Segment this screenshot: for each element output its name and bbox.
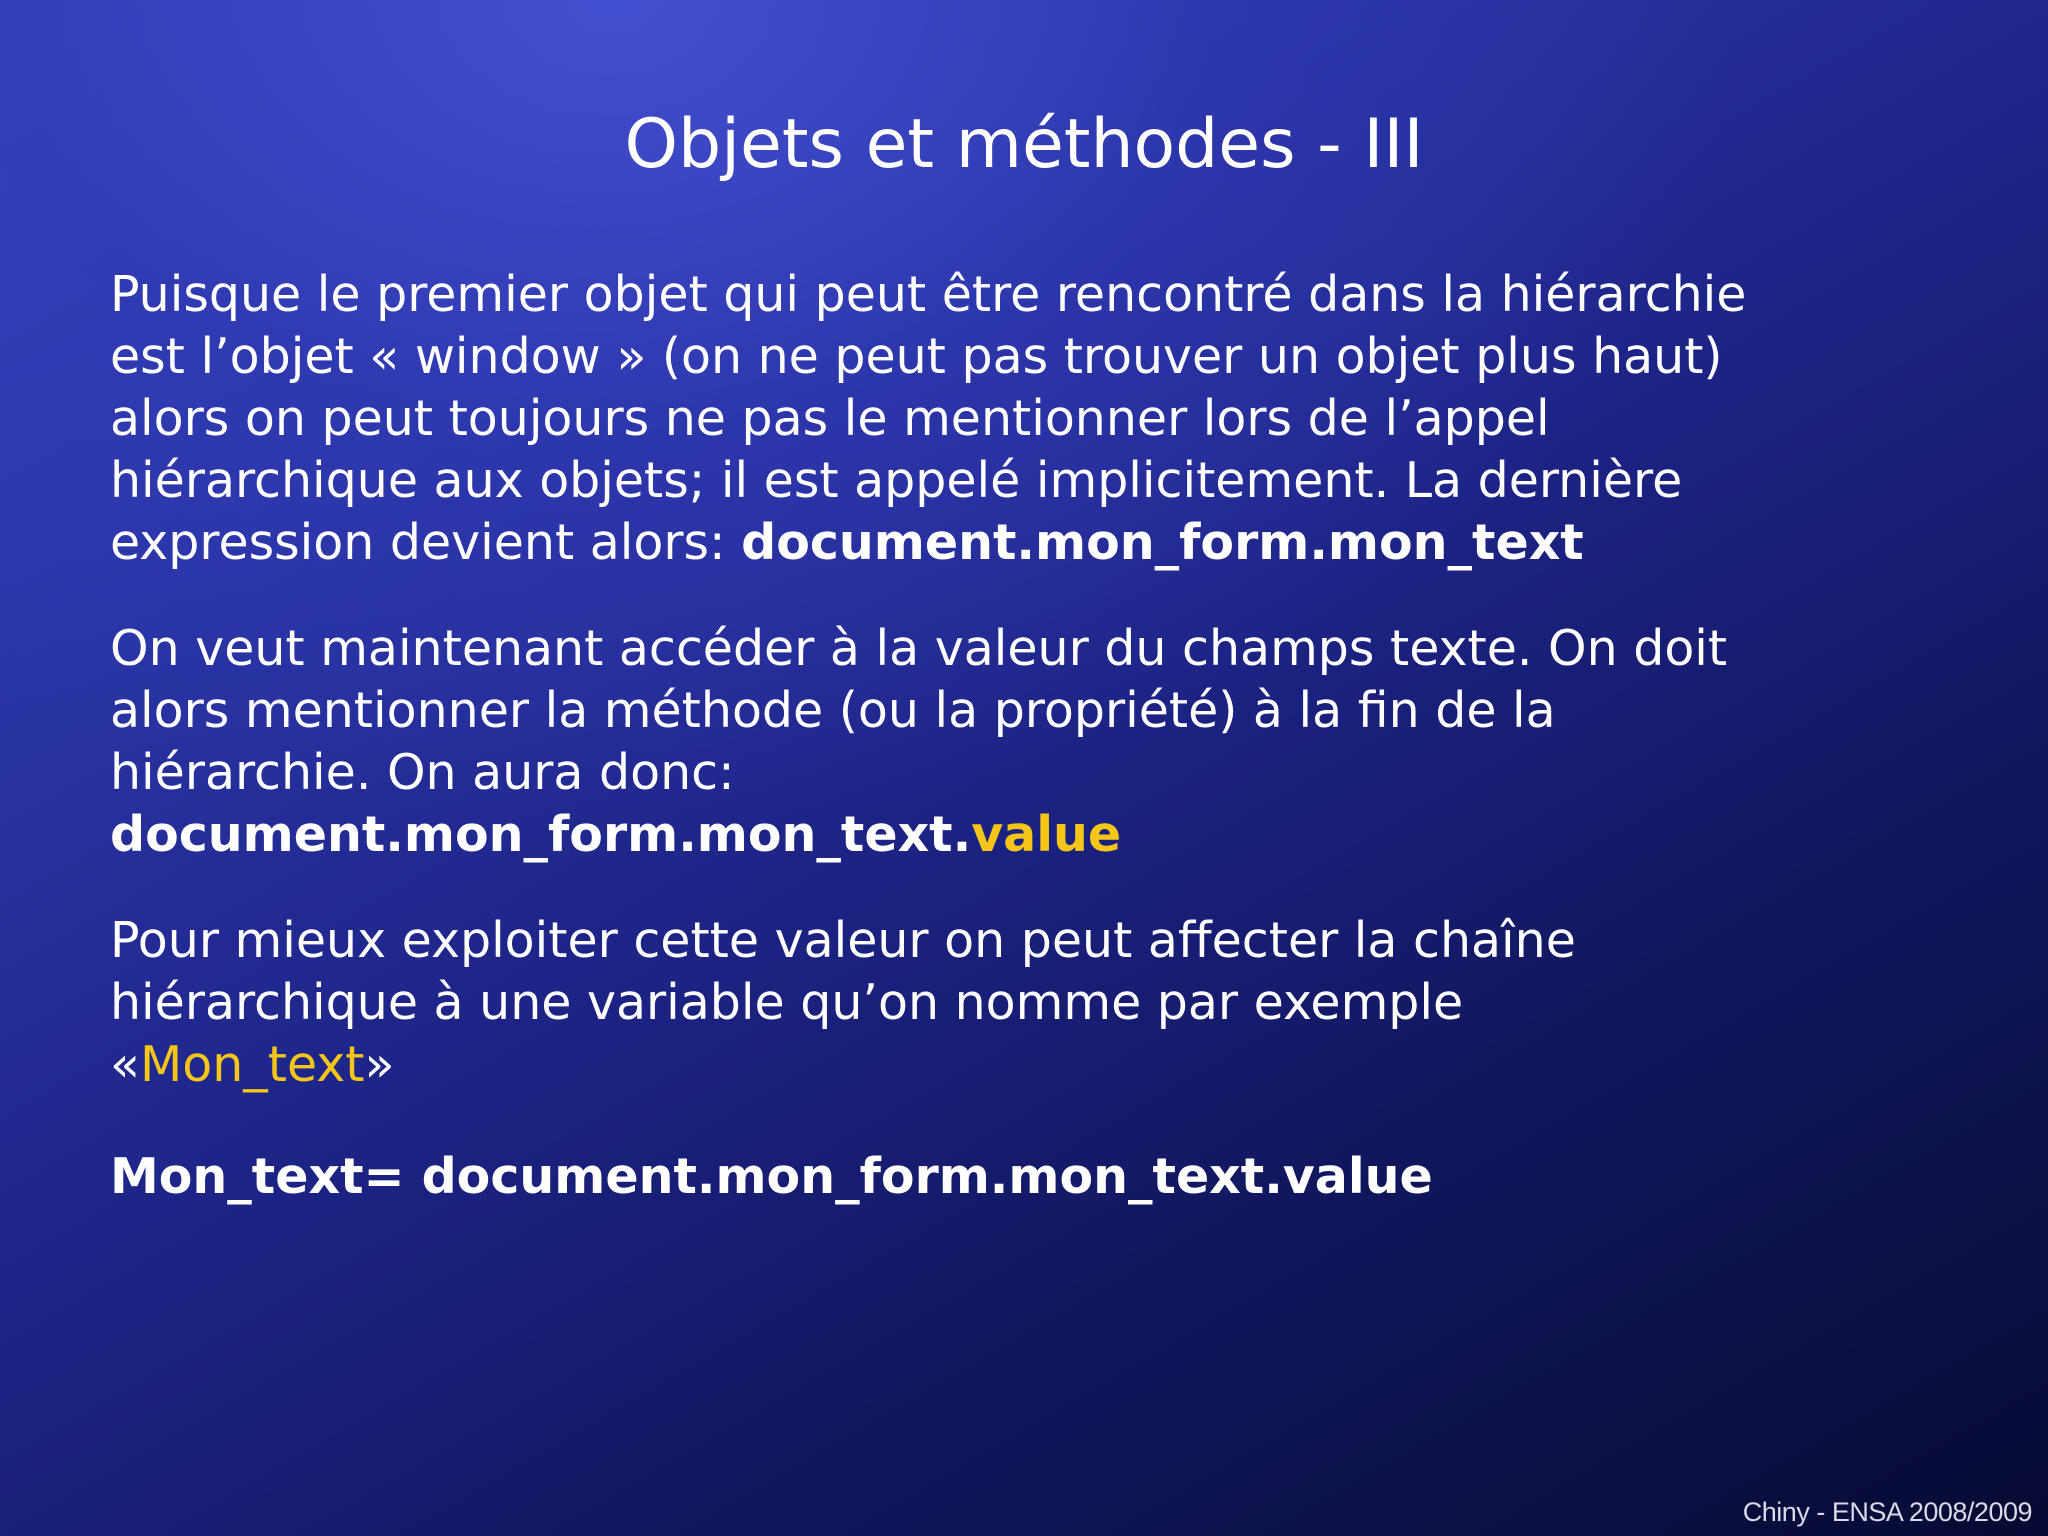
- paragraph-line: hiérarchique à une variable qu’on nomme par exemple: [110, 974, 1464, 1031]
- paragraph-variable-assignment: [110, 910, 1990, 1096]
- paragraph-line: [110, 1034, 1990, 1096]
- paragraph-line: alors on peut toujours ne pas le mentionner lors de l’appel: [110, 390, 1550, 447]
- open-quote: «: [110, 1036, 140, 1093]
- slide-body: [110, 264, 1990, 1208]
- paragraph-line: Pour mieux exploiter cette valeur on peut affecter la chaîne: [110, 912, 1576, 969]
- paragraph-window-object: [110, 264, 1990, 574]
- paragraph-text: expression devient alors:: [110, 514, 742, 571]
- paragraph-line: hiérarchie. On aura donc:: [110, 744, 735, 801]
- close-quote: »: [364, 1036, 395, 1093]
- code-expression-line: [110, 804, 1990, 866]
- paragraph-line: est l’objet « window » (on ne peut pas trouver un objet plus haut): [110, 328, 1723, 385]
- paragraph-line: hiérarchique aux objets; il est appelé implicitement. La dernière: [110, 452, 1683, 509]
- paragraph-value-access: [110, 618, 1990, 866]
- code-expression: document.mon_form.mon_text: [741, 514, 1584, 571]
- code-statement: Mon_text= document.mon_form.mon_text.value: [110, 1148, 1433, 1205]
- paragraph-line: [110, 512, 1990, 574]
- code-expression: document.mon_form.mon_text.: [110, 806, 972, 863]
- paragraph-line: alors mentionner la méthode (ou la propriété) à la fin de la: [110, 682, 1556, 739]
- slide-title: Objets et méthodes - III: [624, 105, 1424, 184]
- slide-footer: Chiny - ENSA 2008/2009: [1742, 1497, 2032, 1527]
- highlighted-variable: Mon_text: [139, 1036, 365, 1093]
- paragraph-line: Puisque le premier objet qui peut être rencontré dans la hiérarchie: [110, 266, 1747, 323]
- paragraph-line: On veut maintenant accéder à la valeur du champs texte. On doit: [110, 620, 1728, 677]
- highlighted-property: value: [971, 806, 1122, 863]
